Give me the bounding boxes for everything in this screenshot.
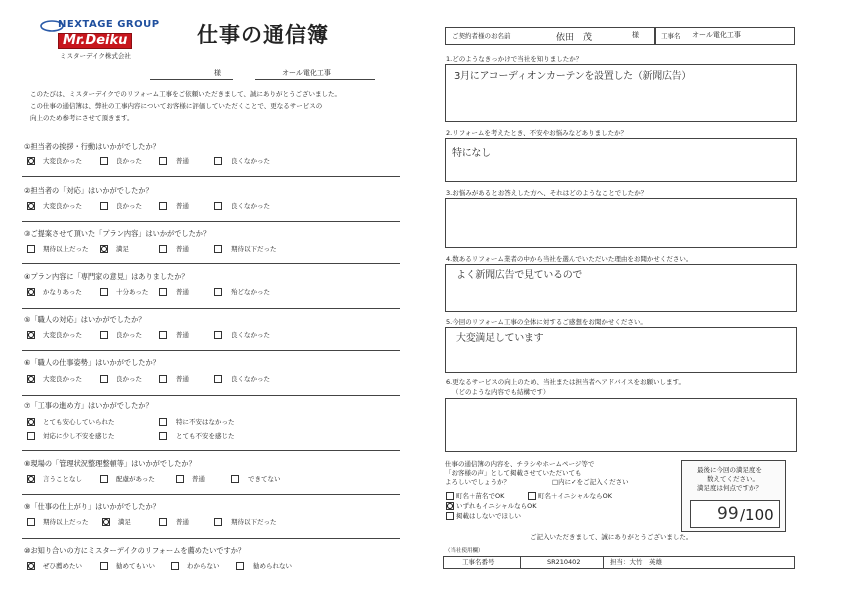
q8-opt2-checkbox[interactable] — [100, 475, 108, 483]
q3-divider — [22, 263, 400, 264]
q8-opt3-label: 普通 — [192, 475, 205, 483]
q10-opt4-checkbox[interactable] — [236, 562, 244, 570]
q6-divider — [22, 395, 400, 396]
q3-opt3-label: 普通 — [176, 245, 189, 253]
pub-opt3-label: いずれもイニシャルならOK — [456, 502, 537, 510]
q2-opt2-checkbox[interactable] — [100, 202, 108, 210]
q4-opt3-checkbox[interactable] — [159, 288, 167, 296]
q6-text: ⑥「職人の仕事姿勢」はいかがでしたか？ — [24, 358, 160, 367]
thanks-text: ご記入いただきまして、誠にありがとうございました。 — [530, 533, 693, 541]
staff-label: 担当：大竹 英雄 — [610, 558, 662, 566]
q3-opt4-label: 期待以下だった — [231, 245, 277, 253]
q4-opt4-checkbox[interactable] — [214, 288, 222, 296]
score-text-1: 最後に今回の満足度を — [697, 466, 762, 474]
q3-opt2-label: 満足 — [116, 245, 129, 253]
q10-opt3-checkbox[interactable] — [171, 562, 179, 570]
r6-question-2: （どのような内容でも結構です） — [452, 388, 550, 396]
q8-opt1-checkbox[interactable] — [27, 475, 35, 483]
q10-opt2-checkbox[interactable] — [100, 562, 108, 570]
r1-answer[interactable]: 3月にアコーディオンカーテンを設置した（新聞広告） — [454, 71, 692, 82]
q2-opt4-label: 良くなかった — [231, 202, 270, 210]
q7-opt1-checkbox[interactable] — [27, 418, 35, 426]
pub-opt4-checkbox[interactable] — [446, 512, 454, 520]
project-underline — [255, 79, 375, 80]
q5-opt2-label: 良かった — [116, 331, 142, 339]
q1-opt2-label: 良かった — [116, 157, 142, 165]
project-name: オール電化工事 — [282, 69, 331, 77]
q9-opt4-label: 期待以下だった — [231, 518, 277, 526]
r2-answer[interactable]: 特になし — [452, 148, 491, 159]
brand-group: NEXTAGE GROUP — [58, 19, 160, 30]
q2-opt1-label: 大変良かった — [43, 202, 82, 210]
q7-opt3-checkbox[interactable] — [27, 432, 35, 440]
r4-question: 4.数あるリフォーム業者の中から当社を選んでいただいた理由をお聞かせください。 — [446, 255, 693, 263]
office-label: （当社使用欄） — [445, 548, 484, 554]
q6-opt4-checkbox[interactable] — [214, 375, 222, 383]
q8-opt4-label: できてない — [248, 475, 281, 483]
r5-question: 5.今回のリフォーム工事の全体に対するご感想をお聞かせください。 — [446, 318, 647, 326]
q8-opt4-checkbox[interactable] — [231, 475, 239, 483]
score-text-2: 数えてください。 — [707, 475, 759, 483]
q4-opt1-label: かなりあった — [43, 288, 82, 296]
q5-text: ⑤「職人の対応」はいかがでしたか？ — [24, 315, 146, 324]
office-table-divider-2 — [603, 556, 604, 569]
q2-opt1-checkbox[interactable] — [27, 202, 35, 210]
q1-text: ①担当者の挨拶・行動はいかがでしたか？ — [24, 142, 160, 151]
pub-opt1-label: 町名＋苗名でOK — [456, 492, 505, 500]
q2-text: ②担当者の「対応」はいかがでしたか？ — [24, 186, 153, 195]
q3-opt1-label: 期待以上だった — [43, 245, 89, 253]
pub-opt2-checkbox[interactable] — [528, 492, 536, 500]
score-max: /100 — [740, 506, 774, 524]
q6-opt2-label: 良かった — [116, 375, 142, 383]
r3-answer-box[interactable] — [445, 198, 797, 248]
customer-name[interactable]: 依田 茂 — [556, 33, 593, 43]
q5-opt3-label: 普通 — [176, 331, 189, 339]
pub-instruction: □内に✓をご記入ください — [552, 478, 629, 486]
customer-name-underline — [150, 79, 233, 80]
q8-divider — [22, 494, 400, 495]
project-value[interactable]: オール電化工事 — [692, 31, 741, 39]
pub-opt4-label: 掲載はしないでほしい — [456, 512, 521, 520]
q9-opt1-checkbox[interactable] — [27, 518, 35, 526]
q5-opt4-checkbox[interactable] — [214, 331, 222, 339]
company-name: ミスターデイク株式会社 — [60, 52, 131, 60]
r6-answer-box[interactable] — [445, 398, 797, 452]
q1-opt2-checkbox[interactable] — [100, 157, 108, 165]
q9-opt3-label: 普通 — [176, 518, 189, 526]
q10-opt2-label: 勧めてもいい — [116, 562, 155, 570]
intro-line-2: この仕事の通信簿は、弊社の工事内容についてお客様に評価していただくことで、更なるサービスの — [30, 102, 323, 110]
q9-opt3-checkbox[interactable] — [159, 518, 167, 526]
q8-text: ⑧現場の「管理状況整理整頓等」はいかがでしたか？ — [24, 459, 196, 468]
q4-opt3-label: 普通 — [176, 288, 189, 296]
q1-opt3-checkbox[interactable] — [159, 157, 167, 165]
r4-answer[interactable]: よく新聞広告で見ているので — [456, 270, 583, 281]
q4-divider — [22, 308, 400, 309]
customer-label: ご契約者様のお名前 — [452, 32, 511, 40]
r3-question: 3.お悩みがあるとお答えした方へ、それはどのようなことでしたか？ — [446, 189, 648, 197]
brand-mark: Mr.Deiku — [58, 33, 132, 49]
q5-opt3-checkbox[interactable] — [159, 331, 167, 339]
q5-opt4-label: 良くなかった — [231, 331, 270, 339]
q8-opt1-label: 言うことなし — [43, 475, 82, 483]
score-value[interactable]: 99 — [717, 504, 739, 524]
pub-opt3-checkbox[interactable] — [446, 502, 454, 510]
r2-question: 2.リフォームを考えたとき、不安やお悩みなどありましたか？ — [446, 129, 628, 137]
q9-opt1-label: 期待以上だった — [43, 518, 89, 526]
q4-opt4-label: 殆どなかった — [231, 288, 270, 296]
office-table-divider-1 — [520, 556, 521, 569]
customer-sama: 様 — [632, 31, 639, 39]
r2-answer-box[interactable] — [445, 138, 797, 182]
r1-question: 1.どのようなきっかけで当社を知りましたか？ — [446, 55, 583, 63]
project-label: 工事名 — [661, 32, 681, 40]
q7-opt2-label: 特に不安はなかった — [176, 418, 235, 426]
q7-opt1-label: とても安心していられた — [43, 418, 115, 426]
q1-opt1-checkbox[interactable] — [27, 157, 35, 165]
q7-opt3-label: 対応に少し不安を感じた — [43, 432, 115, 440]
q10-opt1-checkbox[interactable] — [27, 562, 35, 570]
q7-opt4-checkbox[interactable] — [159, 432, 167, 440]
q4-text: ④プラン内容に「専門家の意見」はありましたか？ — [24, 272, 189, 281]
q10-opt4-label: 勧められない — [253, 562, 292, 570]
q7-text: ⑦「工事の進め方」はいかがでしたか？ — [24, 401, 153, 410]
r5-answer[interactable]: 大変満足しています — [456, 333, 544, 344]
pub-opt2-label: 町名＋イニシャルならOK — [538, 492, 612, 500]
q8-opt2-label: 配慮があった — [116, 475, 155, 483]
work-no-value: SR210402 — [547, 558, 581, 566]
q3-opt2-checkbox[interactable] — [100, 245, 108, 253]
q4-opt1-checkbox[interactable] — [27, 288, 35, 296]
q10-opt3-label: わからない — [187, 562, 220, 570]
q3-opt3-checkbox[interactable] — [159, 245, 167, 253]
q3-opt4-checkbox[interactable] — [214, 245, 222, 253]
pub-opt1-checkbox[interactable] — [446, 492, 454, 500]
intro-line-1: このたびは、ミスターデイクでのリフォーム工事をご依頼いただきまして、誠にありがとうございました。 — [30, 90, 341, 98]
q1-opt4-label: 良くなかった — [231, 157, 270, 165]
q6-opt3-checkbox[interactable] — [159, 375, 167, 383]
q9-opt4-checkbox[interactable] — [214, 518, 222, 526]
q2-divider — [22, 221, 400, 222]
pub-text-1: 仕事の通信簿の内容を、チラシやホームページ等で — [445, 460, 595, 468]
q1-divider — [22, 176, 400, 177]
q9-divider — [22, 538, 400, 539]
sama-label: 様 — [214, 69, 221, 77]
pub-text-2: 「お客様の声」として掲載させていただいても — [445, 469, 582, 477]
q2-opt2-label: 良かった — [116, 202, 142, 210]
r6-question-1: 6.更なるサービスの向上のため、当社または担当者へアドバイスをお願いします。 — [446, 378, 686, 386]
q5-divider — [22, 350, 400, 351]
q2-opt3-label: 普通 — [176, 202, 189, 210]
q5-opt1-label: 大変良かった — [43, 331, 82, 339]
q2-opt4-checkbox[interactable] — [214, 202, 222, 210]
pub-text-3: よろしいでしょうか？ — [445, 478, 510, 486]
page-title: 仕事の通信簿 — [197, 23, 329, 47]
score-text-3: 満足度は何点ですか？ — [697, 484, 762, 492]
q3-opt1-checkbox[interactable] — [27, 245, 35, 253]
q9-opt2-label: 満足 — [118, 518, 131, 526]
q4-opt2-checkbox[interactable] — [100, 288, 108, 296]
q5-opt2-checkbox[interactable] — [100, 331, 108, 339]
q6-opt3-label: 普通 — [176, 375, 189, 383]
q5-opt1-checkbox[interactable] — [27, 331, 35, 339]
intro-line-3: 向上のため参考にさせて頂きます。 — [30, 114, 134, 122]
q6-opt1-checkbox[interactable] — [27, 375, 35, 383]
q7-opt4-label: とても不安を感じた — [176, 432, 235, 440]
q8-opt3-checkbox[interactable] — [176, 475, 184, 483]
q6-opt4-label: 良くなかった — [231, 375, 270, 383]
q9-text: ⑨「仕事の仕上がり」はいかがでしたか？ — [24, 502, 160, 511]
q2-opt3-checkbox[interactable] — [159, 202, 167, 210]
q6-opt1-label: 大変良かった — [43, 375, 82, 383]
q3-text: ③ご提案させて頂いた「プラン内容」はいかがでしたか？ — [24, 229, 211, 238]
q1-opt3-label: 普通 — [176, 157, 189, 165]
q7-divider — [22, 450, 400, 451]
q1-opt4-checkbox[interactable] — [214, 157, 222, 165]
work-no-label: 工事名番号 — [462, 558, 495, 566]
q1-opt1-label: 大変良かった — [43, 157, 82, 165]
q4-opt2-label: 十分あった — [116, 288, 149, 296]
q6-opt2-checkbox[interactable] — [100, 375, 108, 383]
q9-opt2-checkbox[interactable] — [102, 518, 110, 526]
q10-text: ⑩お知り合いの方にミスターデイクのリフォームを薦めたいですか？ — [24, 546, 246, 555]
q7-opt2-checkbox[interactable] — [159, 418, 167, 426]
q10-opt1-label: ぜひ薦めたい — [43, 562, 82, 570]
